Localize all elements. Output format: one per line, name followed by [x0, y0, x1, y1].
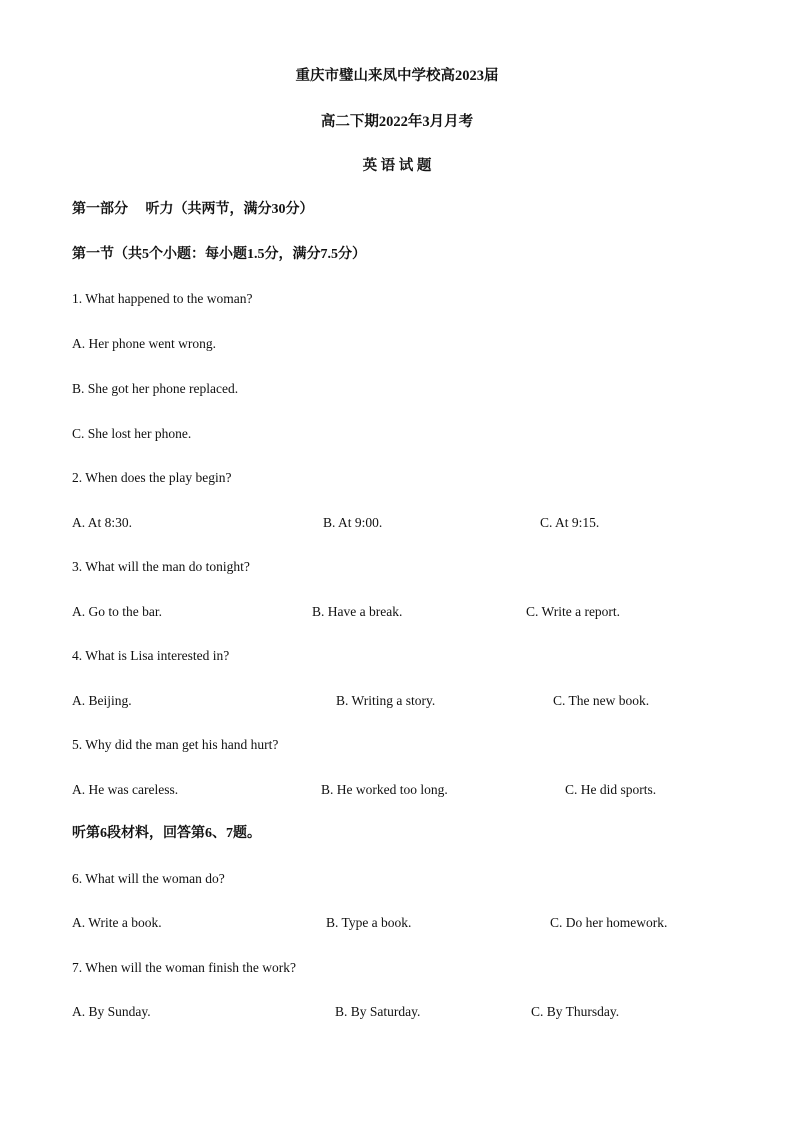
question-5-option-c: C. He did sports. — [565, 782, 657, 797]
question-5-option-a: A. He was careless. — [72, 782, 179, 797]
question-7-option-c: C. By Thursday. — [531, 1004, 620, 1019]
question-3-option-b: B. Have a break. — [312, 604, 403, 619]
question-6-option-c: C. Do her homework. — [550, 915, 668, 930]
instruction-6-7: 听第6段材料，回答第6、7题。 — [72, 826, 261, 841]
question-4-option-b: B. Writing a story. — [336, 693, 436, 708]
exam-title: 高二下期2022年3月月考 — [320, 114, 474, 130]
question-3-option-a: A. Go to the bar. — [72, 604, 162, 619]
question-1-option-b: B. She got her phone replaced. — [72, 381, 239, 396]
part1-heading: 第一部分 听力（共两节，满分30分） — [72, 202, 314, 217]
question-4-option-c: C. The new book. — [553, 693, 650, 708]
question-4-stem: 4. What is Lisa interested in? — [72, 648, 230, 663]
question-5-option-b: B. He worked too long. — [321, 782, 448, 797]
question-7-option-a: A. By Sunday. — [72, 1004, 151, 1019]
school-title: 重庆市璧山来凤中学校高2023届 — [295, 68, 499, 84]
question-6-stem: 6. What will the woman do? — [72, 871, 225, 886]
question-7-option-b: B. By Saturday. — [335, 1004, 421, 1019]
question-7-stem: 7. When will the woman finish the work? — [72, 960, 296, 975]
question-6-option-a: A. Write a book. — [72, 915, 162, 930]
question-2-stem: 2. When does the play begin? — [72, 470, 232, 485]
question-1-option-a: A. Her phone went wrong. — [72, 336, 216, 351]
question-3-option-c: C. Write a report. — [526, 604, 621, 619]
question-2-option-a: A. At 8:30. — [72, 515, 133, 530]
question-4-option-a: A. Beijing. — [72, 693, 132, 708]
question-2-option-c: C. At 9:15. — [540, 515, 600, 530]
subject-title: 英 语 试 题 — [362, 158, 432, 174]
question-3-stem: 3. What will the man do tonight? — [72, 559, 250, 574]
question-1-stem: 1. What happened to the woman? — [72, 291, 253, 306]
question-5-stem: 5. Why did the man get his hand hurt? — [72, 737, 279, 752]
question-2-option-b: B. At 9:00. — [323, 515, 383, 530]
section1-heading: 第一节（共5个小题：每小题1.5分，满分7.5分） — [72, 247, 366, 262]
question-6-option-b: B. Type a book. — [326, 915, 412, 930]
question-1-option-c: C. She lost her phone. — [72, 426, 192, 441]
